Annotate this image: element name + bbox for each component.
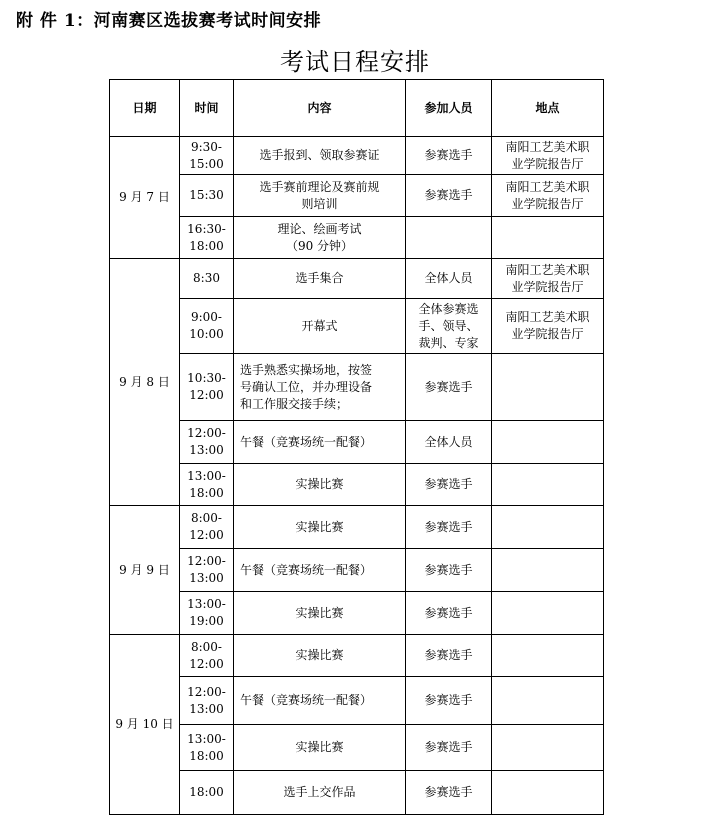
time-cell: 9:00- 10:00: [180, 299, 234, 354]
table-row: [110, 635, 604, 677]
table-row: [110, 506, 604, 549]
date-cell: 9 月 9 日: [110, 506, 180, 635]
people-cell: 参赛选手: [406, 677, 492, 725]
content-cell: 实操比赛: [234, 725, 406, 771]
time-cell: 8:30: [180, 259, 234, 299]
date-cell: 9 月 10 日: [110, 635, 180, 815]
place-cell: [492, 421, 604, 464]
people-cell: 全体人员: [406, 259, 492, 299]
time-cell: 12:00- 13:00: [180, 549, 234, 592]
content-cell: 实操比赛: [234, 592, 406, 635]
place-cell: 南阳工艺美术职 业学院报告厅: [492, 175, 604, 217]
table-row: [110, 299, 604, 354]
content-cell: 午餐（竞赛场统一配餐）: [234, 421, 406, 464]
people-cell: 参赛选手: [406, 635, 492, 677]
place-cell: [492, 635, 604, 677]
place-cell: [492, 217, 604, 259]
place-cell: [492, 725, 604, 771]
time-cell: 12:00- 13:00: [180, 421, 234, 464]
people-cell: 参赛选手: [406, 354, 492, 421]
table-row: [110, 725, 604, 771]
table-row: [110, 421, 604, 464]
table-row: [110, 217, 604, 259]
table-row: [110, 354, 604, 421]
time-cell: 10:30- 12:00: [180, 354, 234, 421]
place-cell: 南阳工艺美术职 业学院报告厅: [492, 299, 604, 354]
date-cell: 9 月 8 日: [110, 259, 180, 506]
table-row: [110, 771, 604, 815]
content-cell: 实操比赛: [234, 635, 406, 677]
col-header-place: 地点: [492, 80, 604, 137]
col-header-date: 日期: [110, 80, 180, 137]
content-cell: 开幕式: [234, 299, 406, 354]
people-cell: 全体参赛选 手、领导、 裁判、专家: [406, 299, 492, 354]
people-cell: 参赛选手: [406, 506, 492, 549]
time-cell: 13:00- 18:00: [180, 725, 234, 771]
date-cell: 9 月 7 日: [110, 137, 180, 259]
time-cell: 15:30: [180, 175, 234, 217]
time-cell: 16:30- 18:00: [180, 217, 234, 259]
people-cell: 参赛选手: [406, 464, 492, 506]
place-cell: 南阳工艺美术职 业学院报告厅: [492, 259, 604, 299]
content-cell: 选手集合: [234, 259, 406, 299]
people-cell: [406, 217, 492, 259]
place-cell: [492, 354, 604, 421]
people-cell: 全体人员: [406, 421, 492, 464]
people-cell: 参赛选手: [406, 771, 492, 815]
time-cell: 9:30- 15:00: [180, 137, 234, 175]
schedule-table: [109, 79, 604, 815]
col-header-time: 时间: [180, 80, 234, 137]
people-cell: 参赛选手: [406, 175, 492, 217]
content-cell: 午餐（竞赛场统一配餐）: [234, 549, 406, 592]
people-cell: 参赛选手: [406, 592, 492, 635]
people-cell: 参赛选手: [406, 137, 492, 175]
content-cell: 选手上交作品: [234, 771, 406, 815]
time-cell: 18:00: [180, 771, 234, 815]
table-row: [110, 592, 604, 635]
col-header-people: 参加人员: [406, 80, 492, 137]
place-cell: 南阳工艺美术职 业学院报告厅: [492, 137, 604, 175]
place-cell: [492, 506, 604, 549]
table-row: [110, 259, 604, 299]
place-cell: [492, 592, 604, 635]
content-cell: 选手赛前理论及赛前规 则培训: [234, 175, 406, 217]
time-cell: 8:00- 12:00: [180, 506, 234, 549]
place-cell: [492, 677, 604, 725]
time-cell: 12:00- 13:00: [180, 677, 234, 725]
col-header-content: 内容: [234, 80, 406, 137]
people-cell: 参赛选手: [406, 549, 492, 592]
table-row: [110, 464, 604, 506]
table-header-row: [110, 80, 604, 137]
time-cell: 13:00- 18:00: [180, 464, 234, 506]
content-cell: 实操比赛: [234, 506, 406, 549]
content-cell: 选手熟悉实操场地，按签 号确认工位，并办理设备 和工作服交接手续；: [234, 354, 406, 421]
content-cell: 理论、绘画考试 （90 分钟）: [234, 217, 406, 259]
people-cell: 参赛选手: [406, 725, 492, 771]
table-row: [110, 677, 604, 725]
time-cell: 13:00- 19:00: [180, 592, 234, 635]
time-cell: 8:00- 12:00: [180, 635, 234, 677]
place-cell: [492, 771, 604, 815]
page-title: 考试日程安排: [280, 48, 430, 76]
table-row: [110, 137, 604, 175]
content-cell: 选手报到、领取参赛证: [234, 137, 406, 175]
content-cell: 实操比赛: [234, 464, 406, 506]
place-cell: [492, 549, 604, 592]
table-row: [110, 175, 604, 217]
place-cell: [492, 464, 604, 506]
table-row: [110, 549, 604, 592]
content-cell: 午餐（竞赛场统一配餐）: [234, 677, 406, 725]
attachment-heading: 附 件 1：河南赛区选拔赛考试时间安排: [16, 11, 322, 31]
